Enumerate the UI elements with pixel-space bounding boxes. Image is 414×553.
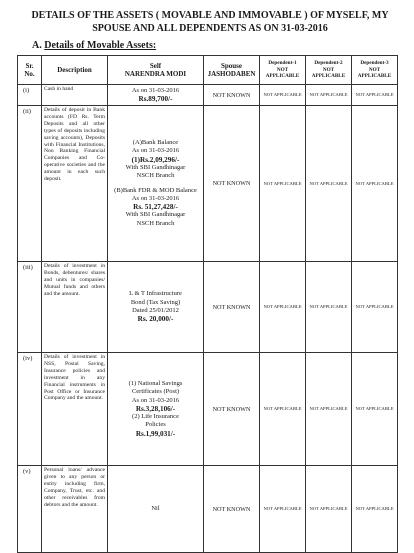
section-label: Details of Movable Assets: xyxy=(44,40,157,51)
row-dependent-3-value: NOT APPLICABLE xyxy=(352,85,398,106)
self-line: As on 31-03-2016 xyxy=(131,86,180,94)
row-self-value xyxy=(108,106,204,262)
row-spouse-value: NOT KNOWN xyxy=(204,106,260,262)
row-dependent-1-value: NOT APPLICABLE xyxy=(260,85,306,106)
row-dependent-3-value: NOT APPLICABLE xyxy=(352,353,398,466)
row-sr-no: (ii) xyxy=(18,106,42,262)
row-dependent-2-value: NOT APPLICABLE xyxy=(306,85,352,106)
header-self-label: Self xyxy=(149,62,162,70)
row-dependent-2-value: NOT APPLICABLE xyxy=(306,262,352,353)
table-row xyxy=(18,466,398,553)
header-spouse xyxy=(204,56,260,85)
row-description: Details of investment in NSS, Postal Saving, Insurance policies and investment in any Financial instruments in Post Office or Insurance Company and the amount. xyxy=(42,353,108,466)
row-self-value xyxy=(108,85,204,106)
row-dependent-3-value: NOT APPLICABLE xyxy=(352,466,398,553)
header-self-name: NARENDRA MODI xyxy=(124,70,187,78)
row-description: Details of deposit in Bank accounts (FD Rs. Term Deposits and all other types of deposits including saving accounts), Deposits with Financial Institutions, Non Banking Financial Companies and Co-operative societies and the amount in each such deposit. xyxy=(42,106,108,262)
header-dependent-3-value: NOT APPLICABLE xyxy=(357,66,392,80)
row-dependent-2-value: NOT APPLICABLE xyxy=(306,466,352,553)
self-amount: Rs.1,99,031/- xyxy=(135,429,176,438)
table-row xyxy=(18,106,398,262)
self-line: Policies xyxy=(145,421,166,429)
row-spouse-value: NOT KNOWN xyxy=(204,353,260,466)
header-dependent-1-label: Dependent-1 xyxy=(268,60,297,67)
table-header-row xyxy=(18,56,398,85)
header-dependent-2-value: NOT APPLICABLE xyxy=(311,66,346,80)
header-dependent-2-label: Dependent-2 xyxy=(314,60,343,67)
row-self-value xyxy=(108,466,204,553)
self-line: Nil xyxy=(151,504,160,512)
row-dependent-1-value: NOT APPLICABLE xyxy=(260,466,306,553)
row-sr-no: (v) xyxy=(18,466,42,553)
table-row xyxy=(18,353,398,466)
header-dependent-2 xyxy=(306,56,352,85)
row-description: Personal loans/ advance given to any person or entity including firm, Company, Trust, etc. and other receivables from debtors and the amount. xyxy=(42,466,108,553)
self-amount: Rs.89,700/- xyxy=(138,95,173,103)
self-amount: Rs. 51,27,428/- xyxy=(133,203,178,212)
row-sr-no: (iii) xyxy=(18,262,42,353)
row-dependent-3-value: NOT APPLICABLE xyxy=(352,262,398,353)
self-line: NSCH Branch xyxy=(136,172,175,180)
header-description: Description xyxy=(42,56,108,85)
section-heading xyxy=(32,40,156,51)
self-line: Bond (Tax Saving) xyxy=(130,298,181,306)
self-line: With SBI Gandhinagar xyxy=(125,163,186,171)
row-sr-no: (i) xyxy=(18,85,42,106)
row-dependent-1-value: NOT APPLICABLE xyxy=(260,262,306,353)
row-dependent-3-value: NOT APPLICABLE xyxy=(352,106,398,262)
row-dependent-1-value: NOT APPLICABLE xyxy=(260,106,306,262)
self-line: (A)Bank Balance xyxy=(132,139,179,147)
table-row xyxy=(18,85,398,106)
row-self-value xyxy=(108,353,204,466)
self-line: As on 31-03-2016 xyxy=(131,396,180,404)
row-spouse-value: NOT KNOWN xyxy=(204,466,260,553)
self-amount: Rs.3,28,106/- xyxy=(135,404,176,413)
row-dependent-1-value: NOT APPLICABLE xyxy=(260,353,306,466)
header-dependent-1-value: NOT APPLICABLE xyxy=(265,66,300,80)
row-spouse-value: NOT KNOWN xyxy=(204,262,260,353)
page-title: DETAILS OF THE ASSETS ( MOVABLE AND IMMOVABLE ) OF MYSELF, MY SPOUSE AND ALL DEPENDENTS AS ON 31-03-2016 xyxy=(31,10,389,34)
self-line: With SBI Gandhinagar xyxy=(125,211,186,219)
self-amount: Rs. 20,000/- xyxy=(137,315,174,324)
header-sr-no: Sr. No. xyxy=(18,56,42,85)
header-dependent-3-label: Dependent-3 xyxy=(360,60,389,67)
row-self-value xyxy=(108,262,204,353)
movable-assets-table xyxy=(17,55,398,553)
row-dependent-2-value: NOT APPLICABLE xyxy=(306,106,352,262)
self-line: (B)Bank FDR & MOD Balance xyxy=(114,186,197,194)
self-line: Certificates (Post) xyxy=(131,388,180,396)
self-line: L & T Infrastructure xyxy=(129,290,182,298)
table-row xyxy=(18,262,398,353)
self-line: (2) Life Insurance xyxy=(132,413,179,421)
row-dependent-2-value: NOT APPLICABLE xyxy=(306,353,352,466)
row-spouse-value: NOT KNOWN xyxy=(204,85,260,106)
row-sr-no: (iv) xyxy=(18,353,42,466)
row-description: Cash in hand xyxy=(42,85,108,106)
self-line: As on 31-03-2016 xyxy=(131,194,180,202)
row-description: Details of investment in Bonds, debentures/ shares and units in companies/ Mutual funds and others and the amount. xyxy=(42,262,108,353)
header-spouse-name: JASHODABEN xyxy=(207,70,256,78)
self-line: As on 31-03-2016 xyxy=(131,147,180,155)
self-line: (1) National Savings xyxy=(128,379,183,387)
header-spouse-label: Spouse xyxy=(220,62,242,70)
header-self xyxy=(108,56,204,85)
header-dependent-3 xyxy=(352,56,398,85)
header-dependent-1 xyxy=(260,56,306,85)
section-letter: A. xyxy=(32,40,42,51)
self-amount: (1)Rs.2,09,296/- xyxy=(131,155,180,164)
self-line: NSCH Branch xyxy=(136,219,175,227)
self-line: Dated 25/01/2012 xyxy=(132,307,179,314)
